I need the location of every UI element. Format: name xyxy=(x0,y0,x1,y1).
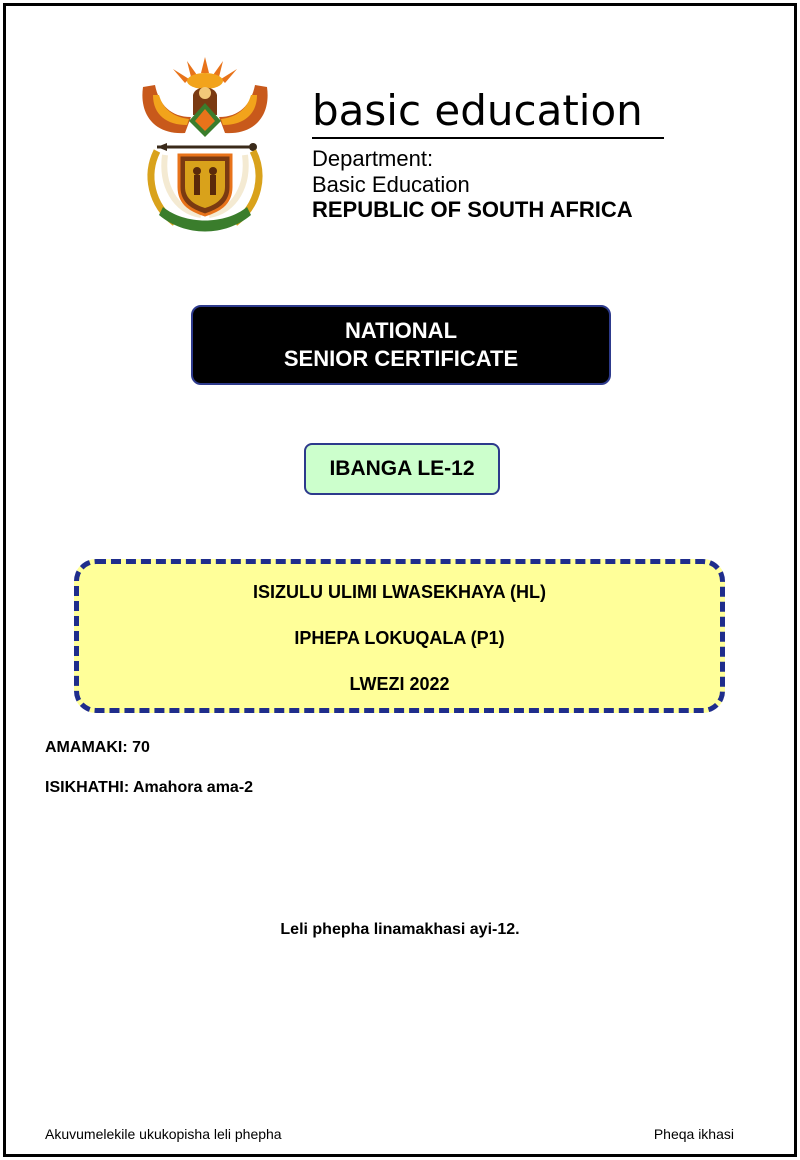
turn-over-note: Pheqa ikhasi xyxy=(653,1126,734,1142)
certificate-line-2: SENIOR CERTIFICATE xyxy=(283,346,519,371)
department-label: Department: xyxy=(312,146,434,171)
subject-title: ISIZULU ULIMI LWASEKHAYA (HL) xyxy=(252,582,546,602)
brand-title: basic education xyxy=(312,86,643,135)
department-name: Basic Education xyxy=(312,172,470,197)
copyright-notice: Akuvumelekile ukukopisha leli phepha xyxy=(45,1126,282,1142)
brand-divider xyxy=(312,137,664,139)
marks-total: AMAMAKI: 70 xyxy=(45,739,150,756)
certificate-banner xyxy=(191,305,611,385)
page-count-note: Leli phepha linamakhasi ayi-12. xyxy=(280,921,520,938)
republic-label: REPUBLIC OF SOUTH AFRICA xyxy=(312,197,633,222)
paper-number: IPHEPA LOKUQALA (P1) xyxy=(294,628,505,648)
grade-badge: IBANGA LE-12 xyxy=(304,443,500,495)
coat-of-arms-icon xyxy=(135,55,275,235)
exam-duration: ISIKHATHI: Amahora ama-2 xyxy=(45,779,254,796)
exam-session: LWEZI 2022 xyxy=(349,674,450,694)
subject-box xyxy=(74,559,725,713)
certificate-line-1: NATIONAL xyxy=(344,318,458,343)
